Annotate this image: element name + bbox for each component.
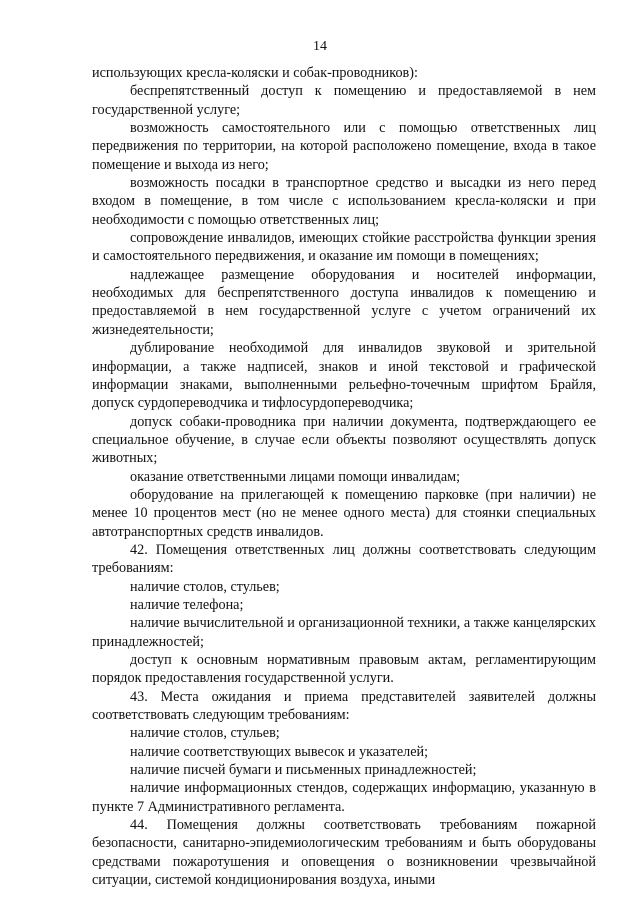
paragraph: дублирование необходимой для инвалидов звуковой и зрительной информации, а также надписей, знаков и иной текстовой и графической информации знаками, выполненными рельефно-точечным шрифтом Брайля, допуск сурдопереводчика и тифлосурдопереводчика; [92,340,596,412]
paragraph: наличие писчей бумаги и письменных принадлежностей; [130,762,477,779]
page-number: 14 [313,39,327,54]
paragraph: оказание ответственными лицами помощи инвалидам; [130,468,461,485]
paragraph: 42. Помещения ответственных лиц должны соответствовать следующим требованиям: [92,541,596,577]
paragraph: наличие вычислительной и организационной техники, а также канцелярских принадлежностей; [92,615,596,650]
paragraph: допуск собаки-проводника при наличии документа, подтверждающего ее специальное обучение, в случае если объекты позволяют осуществлять допуск животных; [92,413,596,467]
paragraph: возможность самостоятельного или с помощью ответственных лиц передвижения по территории, на которой расположено помещение, входа в такое помещение и выхода из него; [92,120,596,173]
paragraph: беспрепятственный доступ к помещению и предоставляемой в нем государственной услуге; [92,83,596,118]
paragraph: наличие столов, стульев; [130,578,280,595]
paragraph: наличие информационных стендов, содержащих информацию, указанную в пункте 7 Административного регламента. [92,780,596,815]
paragraph: сопровождение инвалидов, имеющих стойкие расстройства функции зрения и самостоятельного передвижения, и оказание им помощи в помещениях; [92,230,596,265]
paragraph: использующих кресла-коляски и собак-проводников): [92,65,418,81]
paragraph: возможность посадки в транспортное средство и высадки из него перед входом в помещение, в том числе с использованием кресла-коляски и при необходимости с помощью ответственных лиц; [92,175,596,228]
paragraph: наличие столов, стульев; [130,725,280,742]
paragraph: 44. Помещения должны соответствовать требованиям пожарной безопасности, санитарно-эпидемиологическим требованиям и быть оборудованы средствами пожаротушения и оповещения о возникновении чрезвычайной ситуации, системой кондиционирования воздуха, иными [92,817,596,889]
paragraph: доступ к основным нормативным правовым актам, регламентирующим порядок предоставления государственной услуги. [92,652,596,687]
body-text [92,64,596,889]
paragraph: наличие соответствующих вывесок и указателей; [130,743,429,760]
paragraph: наличие телефона; [130,596,244,613]
paragraph: 43. Места ожидания и приема представителей заявителей должны соответствовать следующим требованиям: [92,688,596,724]
paragraph: надлежащее размещение оборудования и носителей информации, необходимых для беспрепятственного доступа инвалидов к помещению и предоставляемой в нем государственной услуге с учетом ограничений их жизнедеятельности; [92,266,596,338]
paragraph: оборудование на прилегающей к помещению парковке (при наличии) не менее 10 процентов мест (но не менее одного места) для стоянки специальных автотранспортных средств инвалидов. [92,486,596,540]
